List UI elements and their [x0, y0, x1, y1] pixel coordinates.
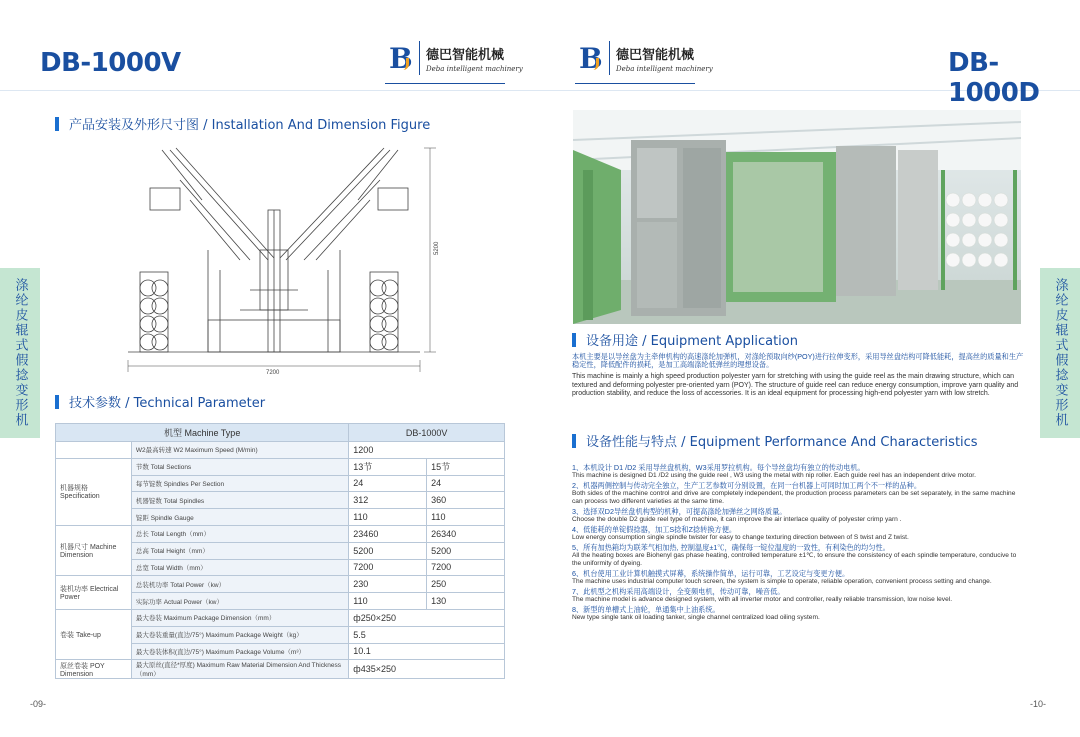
table-value-1: 10.1 [349, 643, 505, 660]
table-param-label: 机器锭数 Total Spindles [131, 492, 348, 509]
table-value-2: 26340 [427, 525, 505, 542]
table-row [56, 576, 505, 593]
table-value-1: 110 [349, 593, 427, 610]
feature-item [572, 464, 1027, 480]
table-param-label: 最大原丝(直径*厚度) Maximum Raw Material Dimension And Thickness（mm） [131, 660, 348, 679]
feature-en: New type single tank oil loading tanker, single channel centralized load oiling system. [572, 614, 820, 621]
table-param-label: 节数 Total Sections [131, 458, 348, 475]
feature-item [572, 570, 1027, 586]
feature-cn: 2、机器两侧控制与传动完全独立，生产工艺参数可分别设置，在同一台机器上可同时加工两个不一样的品种。 [572, 481, 922, 490]
feature-en: The machine model is advance designed system, with all inverter motor and controller, really reliable transmission, low noise level. [572, 596, 953, 603]
feature-en: Low energy consumption single spindle twister for easy to change texturing direction between of S twist and Z twist. [572, 534, 909, 541]
application-en: This machine is mainly a high speed production polyester yarn for stretching with using the guide reel as the main drawing structure, which can textured and deforming polyester pre-oriented yarn (POY). The structure of guide reel can reduce energy consumption, improve yarn quality and production stability, and reduce the loss of accessories. It is an ideal equipment for processing high-end polyester yarn with low stretch. [572, 373, 1019, 397]
table-value-1: 24 [349, 475, 427, 492]
feature-en: The machine uses industrial computer touch screen, the system is simple to operate, reliable operation, convenient process setting and change. [572, 578, 992, 585]
table-group-label: 装机功率 Electrical Power [56, 576, 132, 610]
table-value-1: 230 [349, 576, 427, 593]
section-installation-heading: 产品安装及外形尺寸图 / Installation And Dimension Figure [55, 114, 430, 133]
table-param-label: 总宽 Total Width（mm） [131, 559, 348, 576]
application-cn: 本机主要是以导丝盘为主牵伸机构的高速涤纶加弹机，对涤纶预取向纱(POY)进行拉伸变形，采用导丝盘结构可降低能耗，提高丝的质量和生产稳定性，降低配件的损耗，是加工高端涤纶低弹丝的理想设备。 [572, 352, 1024, 370]
table-row [56, 525, 505, 542]
section-performance-heading: 设备性能与特点 / Equipment Performance And Characteristics [572, 431, 978, 450]
feature-item [572, 508, 1027, 524]
dim-width-label: 7200 [266, 370, 280, 376]
feature-cn: 7、此机型之机构采用高端设计，全变频电机，传动可靠，噪音低。 [572, 587, 785, 596]
feature-cn: 5、所有加热箱均为联苯气相加热, 控制温度±1℃，确保每一锭位温度的一致性，有利染色的均匀性。 [572, 543, 890, 552]
feature-item [572, 606, 1027, 622]
page-number: -09- [30, 699, 47, 709]
feature-en: Choose the double D2 guide reel type of machine, it can improve the air interlace quality of polyester crimp yarn . [572, 516, 902, 523]
table-row [56, 458, 505, 475]
table-param-label: 每节锭数 Spindles Per Section [131, 475, 348, 492]
table-param-label: W2最高转速 W2 Maximum Speed (M/min) [131, 442, 348, 459]
logo-en-name: Deba intelligent machinery [426, 64, 523, 73]
machine-photo [573, 110, 1021, 324]
table-param-label: 总长 Total Length（mm） [131, 525, 348, 542]
feature-item [572, 544, 1027, 568]
section-application-heading: 设备用途 / Equipment Application [572, 330, 798, 349]
company-logo [575, 40, 713, 76]
company-logo [385, 40, 523, 76]
table-group-label: 机器尺寸 Machine Dimension [56, 525, 132, 575]
table-value-1: 7200 [349, 559, 427, 576]
feature-item [572, 526, 1027, 542]
page-number: -10- [1030, 699, 1047, 709]
table-value-1: 5.5 [349, 626, 505, 643]
table-param-label: 最大卷装重量(直边/75°) Maximum Package Weight（kg） [131, 626, 348, 643]
features-list [572, 464, 1027, 624]
feature-en: All the heating boxes are Biohenyl gas phase heating, controlled temperature ±1℃, to ensure the consistency of each spindle temperature, conducive to the uniformity of dyeing. [572, 552, 1017, 567]
table-head-model: DB-1000V [349, 424, 505, 442]
table-value-1: 110 [349, 509, 427, 526]
table-value-1: 23460 [349, 525, 427, 542]
dim-height-label: 5200 [434, 241, 440, 255]
feature-cn: 3、选择双D2导丝盘机构型的机种，可提高涤纶加弹丝之网络质量。 [572, 507, 787, 516]
table-value-1: 312 [349, 492, 427, 509]
feature-item [572, 482, 1027, 506]
feature-item [572, 588, 1027, 604]
side-tab-left: 涤纶皮辊式假捻变形机 [0, 268, 40, 438]
side-tab-right: 涤纶皮辊式假捻变形机 [1040, 268, 1080, 438]
table-param-label: 最大卷装 Maximum Package Dimension（mm） [131, 609, 348, 626]
table-param-label: 实际功率 Actual Power（kw） [131, 593, 348, 610]
table-head-type: 机型 Machine Type [56, 424, 349, 442]
table-value-2: 110 [427, 509, 505, 526]
table-value-2: 360 [427, 492, 505, 509]
table-param-label: 锭距 Spindle Gauge [131, 509, 348, 526]
table-value-2: 24 [427, 475, 505, 492]
table-row [56, 442, 505, 459]
table-param-label: 总装机功率 Total Power（kw） [131, 576, 348, 593]
table-value-2: 7200 [427, 559, 505, 576]
table-group-label: 机器规格 Specification [56, 458, 132, 525]
model-title: DB-1000D [948, 48, 1040, 108]
feature-cn: 6、机台使用工业计算机触摸式屏幕，系统操作简单，运行可靠，工艺设定与变更方便。 [572, 569, 850, 578]
table-param-label: 总高 Total Height（mm） [131, 542, 348, 559]
dimension-drawing [90, 140, 470, 376]
table-row [56, 660, 505, 679]
table-value-1: ф435×250 [349, 660, 505, 679]
feature-cn: 1、本机设计 D1 /D2 采用导丝盘机构，W3采用罗拉机构。每个导丝盘均有独立的传动电机。 [572, 463, 865, 472]
logo-cn-name: 德巴智能机械 [616, 47, 695, 63]
table-value-1: ф250×250 [349, 609, 505, 626]
feature-en: Both sides of the machine control and drive are completely independent, the production process parameters can be set separately, in the same machine can process two different varieties at the same time. [572, 490, 1016, 505]
table-value-2: 250 [427, 576, 505, 593]
feature-cn: 4、低能耗的单锭假捻器，加工S捻和Z捻转换方便。 [572, 525, 737, 534]
section-technical-heading: 技术参数 / Technical Parameter [55, 392, 265, 411]
table-param-label: 最大卷装体积(直边/75°) Maximum Package Volume（m³） [131, 643, 348, 660]
table-value-1: 1200 [349, 442, 505, 459]
table-value-2: 130 [427, 593, 505, 610]
table-group-label [56, 442, 132, 459]
logo-mark-icon: B [389, 42, 413, 75]
table-value-1: 13节 [349, 458, 427, 475]
logo-mark-icon: B [579, 42, 603, 75]
logo-cn-name: 德巴智能机械 [426, 47, 505, 63]
logo-en-name: Deba intelligent machinery [616, 64, 713, 73]
table-row [56, 609, 505, 626]
model-title: DB-1000V [40, 48, 181, 78]
spec-table [55, 423, 505, 679]
feature-en: This machine is designed D1 /D2 using the guide reel , W3 using the metal with nip roller. Each guide reel has an independent drive motor. [572, 472, 976, 479]
application-text [572, 353, 1027, 398]
table-value-2: 5200 [427, 542, 505, 559]
table-value-1: 5200 [349, 542, 427, 559]
table-group-label: 原丝卷装 POY Dimension [56, 660, 132, 679]
table-value-2: 15节 [427, 458, 505, 475]
table-group-label: 卷装 Take-up [56, 609, 132, 659]
feature-cn: 8、新型的单槽式上油轮，单通集中上油系统。 [572, 605, 720, 614]
